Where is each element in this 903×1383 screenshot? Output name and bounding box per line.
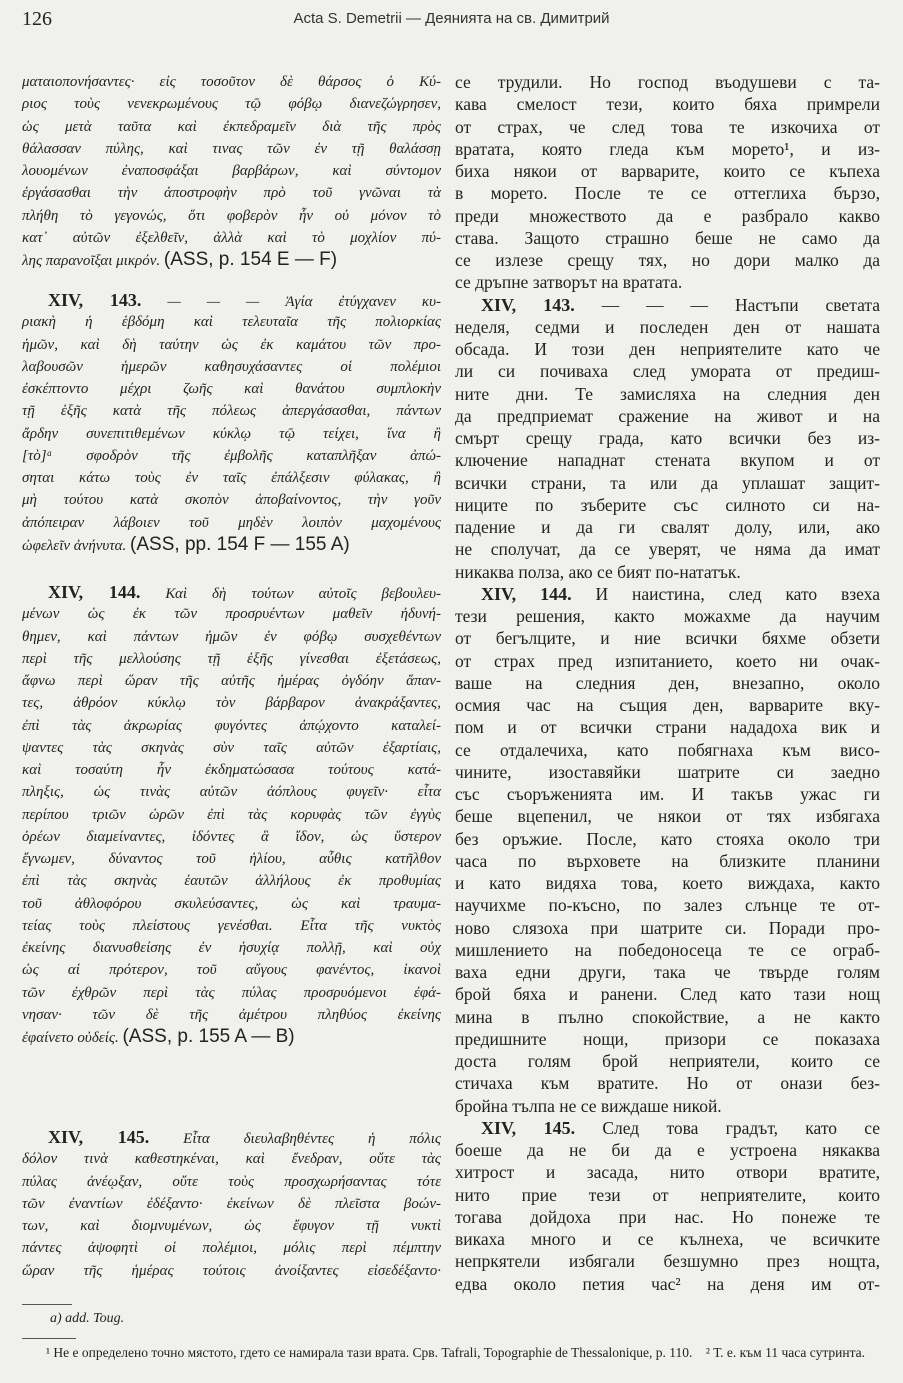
- text-line: [22, 1260, 441, 1282]
- line-text: περίπου τριῶν ὡρῶν ἐπὶ τὰς κορυφὰς τῶν ἐγγὺς: [22, 806, 441, 823]
- line-text: ἐπὶ τὰς ἀκρωρίας φυγόντες ἀπῴχοντο καταλεί-: [22, 717, 441, 734]
- text-line: [455, 716, 880, 738]
- text-line: [455, 427, 880, 449]
- line-text: предишните нощи, призори се показаха: [455, 1028, 880, 1049]
- text-line: [22, 1193, 441, 1215]
- text-line: [455, 160, 880, 182]
- line-text: беше вцепенил, че някои от тях избягаха: [455, 806, 880, 827]
- line-text: викаха много и се кълнеха, че всичките: [455, 1229, 880, 1249]
- text-line: [22, 982, 441, 1004]
- line-text: ἐσκέπτοντο μέχρι ζωῆς καὶ θανάτου συμπλοκὴν: [22, 381, 441, 397]
- text-line: [22, 423, 441, 445]
- line-text: ἐκείνης διανυσθείσης ἐν ἡσυχίᾳ πολλῇ, καὶ οὐχ: [22, 940, 441, 956]
- text-line: [455, 1184, 880, 1206]
- line-text: πληξις, ὡς τινὰς αὐτῶν ἀόπλους φυγεῖν· εἶτα: [22, 784, 441, 801]
- text-line: [22, 467, 441, 489]
- line-text: Καὶ δὴ τούτων αὐτοῖς βεβουλευ-: [165, 586, 442, 602]
- text-line: [455, 271, 880, 293]
- line-text: περὶ τῆς μελλούσης τῇ ἑξῆς γίνεσθαι ἐξετάσεως,: [22, 650, 441, 667]
- line-text: нито прие тези от неприятелите, които: [455, 1184, 880, 1205]
- text-line: [22, 116, 441, 138]
- paragraph-number: XIV, 145.: [48, 1127, 150, 1147]
- footnotes: [22, 1344, 880, 1361]
- text-line: [455, 494, 880, 516]
- line-text: всички страни, та или да уплашат защит-: [455, 472, 880, 493]
- line-text: научихме по-късно, по залез слънце те от-: [455, 895, 880, 916]
- paragraph-number: XIV, 143.: [481, 294, 575, 315]
- apparatus-rule: [22, 1304, 72, 1305]
- greek-paragraph-144: [22, 581, 441, 1048]
- text-line: [455, 961, 880, 983]
- text-line: [455, 93, 880, 115]
- line-text: ваше на следния ден, внезапно, около: [455, 672, 880, 693]
- bulgarian-translation-column: [455, 71, 880, 1295]
- footnote-rule: [22, 1338, 76, 1339]
- line-text: часа по върховете на близките планини: [455, 850, 880, 871]
- text-line: [455, 1117, 880, 1139]
- text-line: [455, 316, 880, 338]
- line-text: λουομένων ἐναποσφάξαι βαρβάρων, καὶ σύντομον: [22, 163, 441, 179]
- text-line: [455, 360, 880, 382]
- text-line: [22, 1004, 441, 1026]
- line-text: λης παρανοῖξαι μικρόν.: [22, 253, 161, 269]
- text-line: [455, 205, 880, 227]
- text-line: [455, 227, 880, 249]
- line-text: се отдалечиха, като побягнаха към висо-: [455, 739, 880, 760]
- line-text: τοῦ ἀθλοφόρου σκυλεύσαντες, ὡς καὶ τραυμα-: [22, 895, 441, 912]
- line-text: ὡς αἱ πρότερον, τοῦ αὔγους φανέντος, ἱκανοὶ: [22, 962, 441, 979]
- text-line: [455, 1250, 880, 1272]
- text-line: [22, 737, 441, 759]
- text-line: [455, 116, 880, 138]
- line-text: доста голям брой неприятели, които се: [455, 1051, 880, 1071]
- line-text: пом и от всички страни нададоха вик и: [455, 717, 880, 738]
- text-line: [455, 627, 880, 649]
- text-line: [455, 1228, 880, 1250]
- text-line: [22, 1026, 441, 1048]
- line-text: смърт срещу града, като всички без из-: [455, 428, 880, 448]
- text-line: [455, 1050, 880, 1072]
- line-text: ἡμῶν, καὶ δὴ ταύτην ὡς ἐκ καμάτου τῶν προ-: [22, 336, 441, 353]
- text-line: [455, 939, 880, 961]
- line-text: τες, ἀθρόον κύκλῳ τὸν βάρβαρον ἀνακράξαντες,: [22, 695, 441, 712]
- line-text: ἐπὶ τὰς σκηνὰς ἑαυτῶν ἀλλήλους ἐκ προθυμίας: [22, 873, 441, 890]
- text-line: [22, 1171, 441, 1193]
- text-line: [455, 605, 880, 627]
- footnote-2: ² Т. е. към 11 часа сутринта.: [705, 1345, 866, 1360]
- line-text: ἔγνωμεν, δύναντος τοῦ ἡλίου, αὖθις κατῆλθον: [22, 851, 441, 867]
- text-line: [455, 672, 880, 694]
- line-text: μένων ὡς ἐκ τῶν προσρυέντων μαθεῖν ἠδυνή-: [22, 606, 441, 623]
- line-text: не сполучат, да се уверят, че няма да имат: [455, 539, 880, 560]
- line-text: μὴ τούτου κατὰ σκοπὸν ἀποβαίνοντος, τὴν γοῦν: [22, 492, 441, 509]
- text-line: [22, 670, 441, 692]
- line-text: ли си почиваха след умората от предиш-: [455, 361, 880, 382]
- text-line: [455, 783, 880, 805]
- text-line: [455, 405, 880, 427]
- line-text: от страх, че след това те изкочиха от: [455, 116, 880, 137]
- line-text: чините, изоставяйки шатрите си заедно: [455, 761, 880, 782]
- text-line: [455, 1206, 880, 1228]
- line-text: се излезе срещу тях, но дори малко да: [455, 250, 880, 270]
- text-line: [22, 160, 441, 182]
- text-line: [22, 249, 441, 271]
- line-text: ὥραν τῆς ἡμέρας τούτοις ἀνοίξαντες εἰσεδέξαντο·: [22, 1262, 441, 1279]
- line-text: σηται κάτω τοὺς ἐν ταῖς ἐπάλξεσιν φύλακας, ἢ: [22, 470, 441, 486]
- line-text: των, καὶ διομνυμένων, ὡς ἔφυγον τῇ νυκτὶ: [22, 1218, 441, 1234]
- text-line: [455, 182, 880, 204]
- line-text: θάλασσαν πύλης, καὶ τινας τῶν ἐν τῇ θαλάσσῃ: [22, 140, 441, 157]
- line-text: стичаха към вратите. Но от онази без-: [455, 1073, 880, 1094]
- greek-paragraph-145: [22, 1126, 441, 1282]
- text-line: [455, 761, 880, 783]
- text-line: [455, 449, 880, 471]
- line-text: ἄφνω περὶ ὥραν τῆς αὐτῆς ἡμέρας ὀγδόην ἅπαν-: [22, 673, 441, 689]
- line-text: νησαν· τῶν δὲ τῆς ἀμέτρου πληθύος ἐκείνης: [22, 1006, 441, 1023]
- line-text: τῶν ἐναντίων ἐδέξαντο· ἐκείνων δὲ πλεῖστα βοών-: [22, 1195, 441, 1212]
- text-line: [22, 937, 441, 959]
- text-line: [22, 1237, 441, 1259]
- text-line: [455, 828, 880, 850]
- line-text: τῇ ἑξῆς κατὰ τῆς πόλεως ἀπεργάσασθαι, πάντων: [22, 403, 441, 420]
- text-line: [22, 534, 441, 556]
- line-text: от бегълците, и ние всички бяхме обзети: [455, 628, 880, 649]
- text-line: [455, 1161, 880, 1183]
- text-line: [22, 334, 441, 356]
- text-line: [22, 870, 441, 892]
- text-line: [22, 959, 441, 981]
- text-line: [455, 1095, 880, 1117]
- text-line: [22, 93, 441, 115]
- text-line: [22, 893, 441, 915]
- text-line: [22, 781, 441, 803]
- line-text: хитрост и засада, нито отвори вратите,: [455, 1162, 880, 1183]
- text-line: [22, 648, 441, 670]
- line-text: πλήθη τὸ γεγονώς, ὅτι φοβερὸν ἦν οὐ μόνον τὸ: [22, 207, 441, 224]
- line-text: със съоръженията им. И такъв ужас ги: [455, 784, 880, 804]
- text-line: [22, 804, 441, 826]
- line-text: вратата, която гледа към морето¹, и из-: [455, 138, 880, 159]
- line-text: След това градът, като се: [602, 1117, 881, 1138]
- text-line: [22, 311, 441, 333]
- line-text: преди множеството да е разбрало какво: [455, 205, 880, 226]
- text-line: [22, 1215, 441, 1237]
- line-text: обсада. И този ден неприятелите като че: [455, 339, 880, 359]
- line-text: ἀπόπειραν λάβοιεν τοῦ μηδὲν λοιπὸν μαχομένους: [22, 514, 441, 531]
- source-reference: (ASS, p. 155 A — B): [122, 1026, 295, 1047]
- line-text: И наистина, след като взеха: [595, 583, 881, 604]
- text-line: [455, 1273, 880, 1295]
- line-text: καὶ τοσαύτη ἦν ἐκδηματώσασα τούτους κατά-: [22, 762, 441, 778]
- line-text: ἄρδην συνεπιτιθεμένων κύκλῳ τῷ τείχει, ἵνα ἢ: [22, 425, 441, 442]
- line-text: никаква полза, ако се бият по-нататък.: [455, 561, 741, 582]
- line-text: ριακὴ ἡ ἑβδόμη καὶ τελευταῖα τῆς πολιορκίας: [22, 314, 441, 331]
- text-line: [455, 516, 880, 538]
- paragraph-number: XIV, 143.: [48, 290, 142, 310]
- line-text: δόλον τινὰ καθεστηκέναι, καὶ ἔνεδραν, οὔτε τὰς: [22, 1151, 441, 1168]
- text-line: [455, 338, 880, 360]
- text-line: [22, 1126, 441, 1148]
- line-text: кава смелост тези, които бяха примрели: [455, 94, 880, 115]
- line-text: в морето. После те се оттеглиха бързо,: [455, 183, 880, 204]
- line-text: тогава дойдоха при нас. Но понеже те: [455, 1206, 880, 1227]
- text-line: [22, 356, 441, 378]
- text-line: [22, 1148, 441, 1170]
- text-line: [455, 71, 880, 93]
- line-text: Εἶτα διευλαβηθέντες ἡ πόλις: [183, 1131, 442, 1147]
- text-line: [22, 445, 441, 467]
- paragraph-number: XIV, 144.: [481, 583, 572, 604]
- text-line: [22, 759, 441, 781]
- line-text: ψαντες τὰς σκηνὰς σὺν ταῖς αὐτῶν ἐξαρτίαις,: [22, 739, 441, 756]
- line-text: ματαιοπονήσαντες· εἰς τοσοῦτον δὲ θάρσος ὁ Κύ-: [22, 74, 441, 90]
- text-line: [455, 872, 880, 894]
- text-line: [22, 378, 441, 400]
- text-line: [455, 383, 880, 405]
- text-line: [455, 1028, 880, 1050]
- text-line: [22, 227, 441, 249]
- line-text: πάντες ἀψοφητὶ οἱ πολέμιοι, μόλις περὶ πέμπτην: [22, 1240, 441, 1257]
- text-line: [22, 182, 441, 204]
- text-line: [455, 249, 880, 271]
- text-line: [22, 289, 441, 311]
- line-text: едва около петия час² на деня им от-: [455, 1273, 880, 1294]
- text-line: [22, 512, 441, 534]
- text-line: [455, 650, 880, 672]
- text-line: [22, 626, 441, 648]
- line-text: τείας τοὺς πλείστους γενέσθαι. Εἶτα τῆς νυκτὸς: [22, 917, 441, 934]
- text-line: [455, 917, 880, 939]
- line-text: биха някои от варварите, които се къпеха: [455, 161, 880, 181]
- text-line: [455, 983, 880, 1005]
- text-line: [22, 692, 441, 714]
- line-text: и като видяха това, което виждаха, както: [455, 873, 880, 893]
- text-line: [455, 894, 880, 916]
- text-line: [455, 739, 880, 761]
- line-text: непркятели избягали безшумно през нощта,: [455, 1251, 880, 1272]
- line-text: πύλας ἀνέῳξαν, οὔτε τοὺς προσχωρήσαντας τότε: [22, 1173, 441, 1190]
- line-text: падение и да ги свалят долу, или, ако: [455, 517, 880, 537]
- source-reference: (ASS, p. 154 E — F): [163, 249, 338, 270]
- line-text: ваха едни други, така че твърде голям: [455, 962, 880, 982]
- running-title: Acta S. Demetrii — Деянията на св. Димитрий: [293, 10, 610, 27]
- text-line: [455, 805, 880, 827]
- line-text: ἐφαίνετο οὐδείς.: [22, 1030, 119, 1046]
- text-line: [22, 205, 441, 227]
- text-line: [455, 1072, 880, 1094]
- text-line: [22, 138, 441, 160]
- text-line: [22, 581, 441, 603]
- text-line: [455, 561, 880, 583]
- text-line: [455, 583, 880, 605]
- source-reference: (ASS, pp. 154 F — 155 A): [130, 533, 350, 555]
- line-text: брой бяха и ранени. След като тази нощ: [455, 984, 880, 1005]
- line-text: ἐργάσασθαι τὴν ἀποστροφὴν πρὸ τοῦ γνῶναι τὰ: [22, 185, 441, 202]
- line-text: ключение нападнат стената вкупом и от: [455, 450, 880, 471]
- line-text: осмия час на същия ден, варварите вку-: [455, 695, 880, 715]
- line-text: боеше да не би да е устроена някаква: [455, 1140, 880, 1160]
- line-text: мишлението на победоносеца те се ограб-: [455, 939, 880, 960]
- page-number: 126: [22, 8, 52, 30]
- text-line: [455, 538, 880, 560]
- text-line: [455, 472, 880, 494]
- text-line: [22, 489, 441, 511]
- text-line: [455, 1139, 880, 1161]
- greek-paragraph: [22, 71, 441, 271]
- text-line: [22, 603, 441, 625]
- line-text: [τὸ]ᵃ σφοδρὸν τῆς ἐμβολῆς καταπλῆξαν ἀπώ-: [22, 447, 441, 464]
- line-text: — — — Ἁγία ἐτύγχανεν κυ-: [167, 294, 441, 310]
- footnote-1: ¹ Не е определено точно мястото, гдето се намирала тази врата. Срв. Tafrali, Topographie de Thessalonique, p. 110.: [46, 1345, 693, 1360]
- line-text: λαβουσῶν ἡμερῶν καθησυχάσαντες οἱ πολέμιοι: [22, 358, 441, 375]
- apparatus-note-a: a) add. Toug.: [50, 1311, 125, 1326]
- text-line: [22, 715, 441, 737]
- line-text: ните дни. Те замисляха на следния ден: [455, 383, 880, 404]
- line-text: ὀρέων διαμείναντες, ἰδόντες ἃ ἴδον, ὡς ὕστερον: [22, 828, 441, 845]
- line-text: без оръжие. После, като стояха около три: [455, 828, 880, 849]
- text-line: [455, 1006, 880, 1028]
- text-line: [455, 694, 880, 716]
- text-line: [22, 71, 441, 93]
- greek-paragraph-143: [22, 289, 441, 556]
- line-text: ὡς μετὰ ταῦτα καὶ ἐκπεδραμεῖν διὰ τῆς πρὸς: [22, 118, 441, 135]
- line-text: се дръпне затворът на вратата.: [455, 272, 683, 293]
- line-text: да предприемат сражение на живот и на: [455, 405, 880, 426]
- line-text: ὠφελεῖν ἀνήνυτα.: [22, 537, 127, 554]
- text-line: [22, 848, 441, 870]
- line-text: тези решения, както можахме да научим: [455, 606, 880, 626]
- line-text: — — — Настъпи светата: [601, 294, 881, 315]
- text-line: [455, 850, 880, 872]
- text-line: [455, 138, 880, 160]
- text-line: [22, 915, 441, 937]
- line-text: θημεν, καὶ πάντων ἡμῶν ἐν φόβῳ συσχεθέντων: [22, 628, 441, 645]
- paragraph-number: XIV, 145.: [481, 1117, 576, 1138]
- line-text: ново слязоха при шатрите си. Поради про-: [455, 917, 880, 938]
- line-text: τῶν ἐχθρῶν περὶ τὰς πύλας προσρυόμενοι ἐφά-: [22, 984, 441, 1001]
- line-text: мина в пълно спокойствие, а не както: [455, 1006, 880, 1027]
- line-text: ниците по зъберите със силното си на-: [455, 494, 880, 515]
- text-line: [22, 400, 441, 422]
- line-text: от страх пред изпитанието, което ни очак-: [455, 650, 880, 671]
- line-text: бройна тълпа не се виждаше никой.: [455, 1095, 722, 1116]
- text-line: [455, 294, 880, 316]
- text-line: [22, 826, 441, 848]
- line-text: неделя, седми и последен ден от нашата: [455, 316, 880, 337]
- line-text: става. Защото страшно беше не само да: [455, 227, 880, 248]
- paragraph-number: XIV, 144.: [48, 582, 141, 602]
- line-text: κατ᾿ αὐτῶν ἐξελθεῖν, ἀλλὰ καὶ τὸ μοχλίον πύ-: [22, 229, 441, 246]
- line-text: се трудили. Но господ въодушеви с та-: [455, 72, 880, 92]
- line-text: ριος τοὺς νενεκρωμένους τῷ φόβῳ διανεζώγρησεν,: [22, 96, 441, 113]
